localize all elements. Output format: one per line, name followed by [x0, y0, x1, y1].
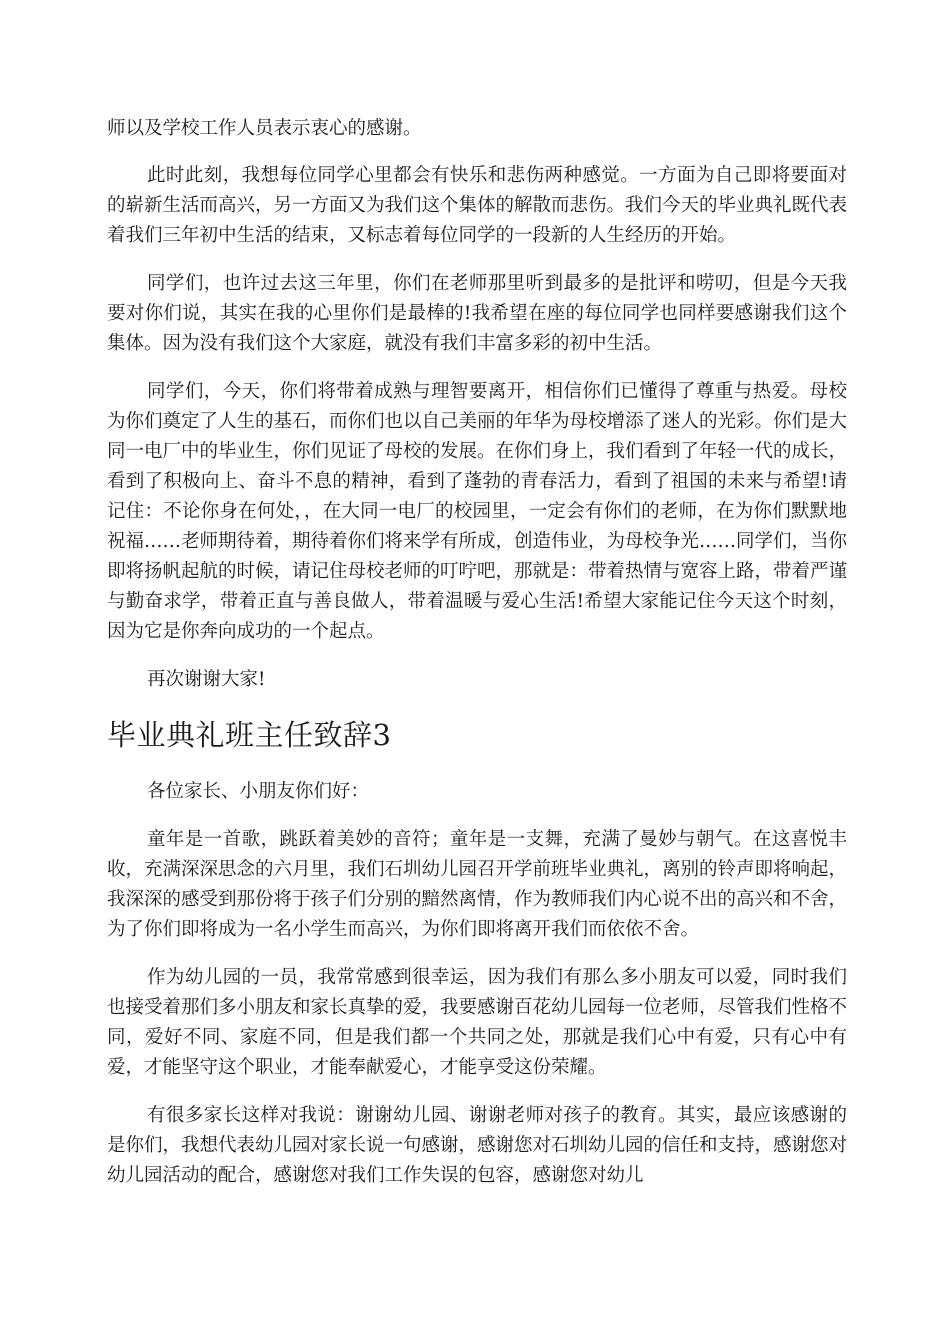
paragraph: 作为幼儿园的一员，我常常感到很幸运，因为我们有那么多小朋友可以爱，同时我们也接受着那们多小朋友和家长真挚的爱，我要感谢百花幼儿园每一位老师，尽管我们性格不同，爱好不同、家庭不同，但是我们都一个共同之处，那就是我们心中有爱，只有心中有爱，才能坚守这个职业，才能奉献爱心，才能享受这份荣耀。	[107, 967, 848, 1078]
paragraph: 同学们，今天，你们将带着成熟与理智要离开，相信你们已懂得了尊重与热爱。母校为你们奠定了人生的基石，而你们也以自己美丽的年华为母校增添了迷人的光彩。你们是大同一电厂中的毕业生，你们见证了母校的发展。在你们身上，我们看到了年轻一代的成长，看到了积极向上、奋斗不息的精神，看到了蓬勃的青春活力，看到了祖国的未来与希望!请记住：不论你身在何处，，在大同一电厂的校园里，一定会有你们的老师，在为你们默默地祝福……老师期待着，期待着你们将来学有所成，创造伟业，为母校争光……同学们，当你即将扬帆起航的时候，请记住母校老师的叮咛吧，那就是：带着热情与宽容上路，带着严谨与勤奋求学，带着正直与善良做人，带着温暖与爱心生活!希望大家能记住今天这个时刻，因为它是你奔向成功的一个起点。	[107, 381, 848, 642]
paragraph-closing: 再次谢谢大家!	[147, 669, 266, 690]
paragraph: 童年是一首歌，跳跃着美妙的音符；童年是一支舞，充满了曼妙与朝气。在这喜悦丰收，充满深深思念的六月里，我们石圳幼儿园召开学前班毕业典礼，离别的铃声即将响起，我深深的感受到那份将于孩子们分别的黯然离情，作为教师我们内心说不出的高兴和不舍，为了你们即将成为一名小学生而高兴，为你们即将离开我们而依依不舍。	[107, 829, 848, 940]
paragraph-continued: 师以及学校工作人员表示衷心的感谢。	[107, 118, 422, 139]
paragraph: 此时此刻，我想每位同学心里都会有快乐和悲伤两种感觉。一方面为自己即将要面对的崭新生活而高兴，另一方面又为我们这个集体的解散而悲伤。我们今天的毕业典礼既代表着我们三年初中生活的结束，又标志着每位同学的一段新的人生经历的开始。	[107, 165, 848, 246]
paragraph: 有很多家长这样对我说：谢谢幼儿园、谢谢老师对孩子的教育。其实，最应该感谢的是你们，我想代表幼儿园对家长说一句感谢，感谢您对石圳幼儿园的信任和支持，感谢您对幼儿园活动的配合，感谢您对我们工作失误的包容，感谢您对幼儿	[107, 1105, 848, 1186]
paragraph: 同学们，也许过去这三年里，你们在老师那里听到最多的是批评和唠叨，但是今天我要对你们说，其实在我的心里你们是最棒的!我希望在座的每位同学也同样要感谢我们这个集体。因为没有我们这个大家庭，就没有我们丰富多彩的初中生活。	[107, 273, 847, 354]
section-title: 毕业典礼班主任致辞3	[107, 718, 392, 752]
paragraph-salutation: 各位家长、小朋友你们好：	[147, 781, 370, 802]
document-page	[107, 114, 847, 1209]
